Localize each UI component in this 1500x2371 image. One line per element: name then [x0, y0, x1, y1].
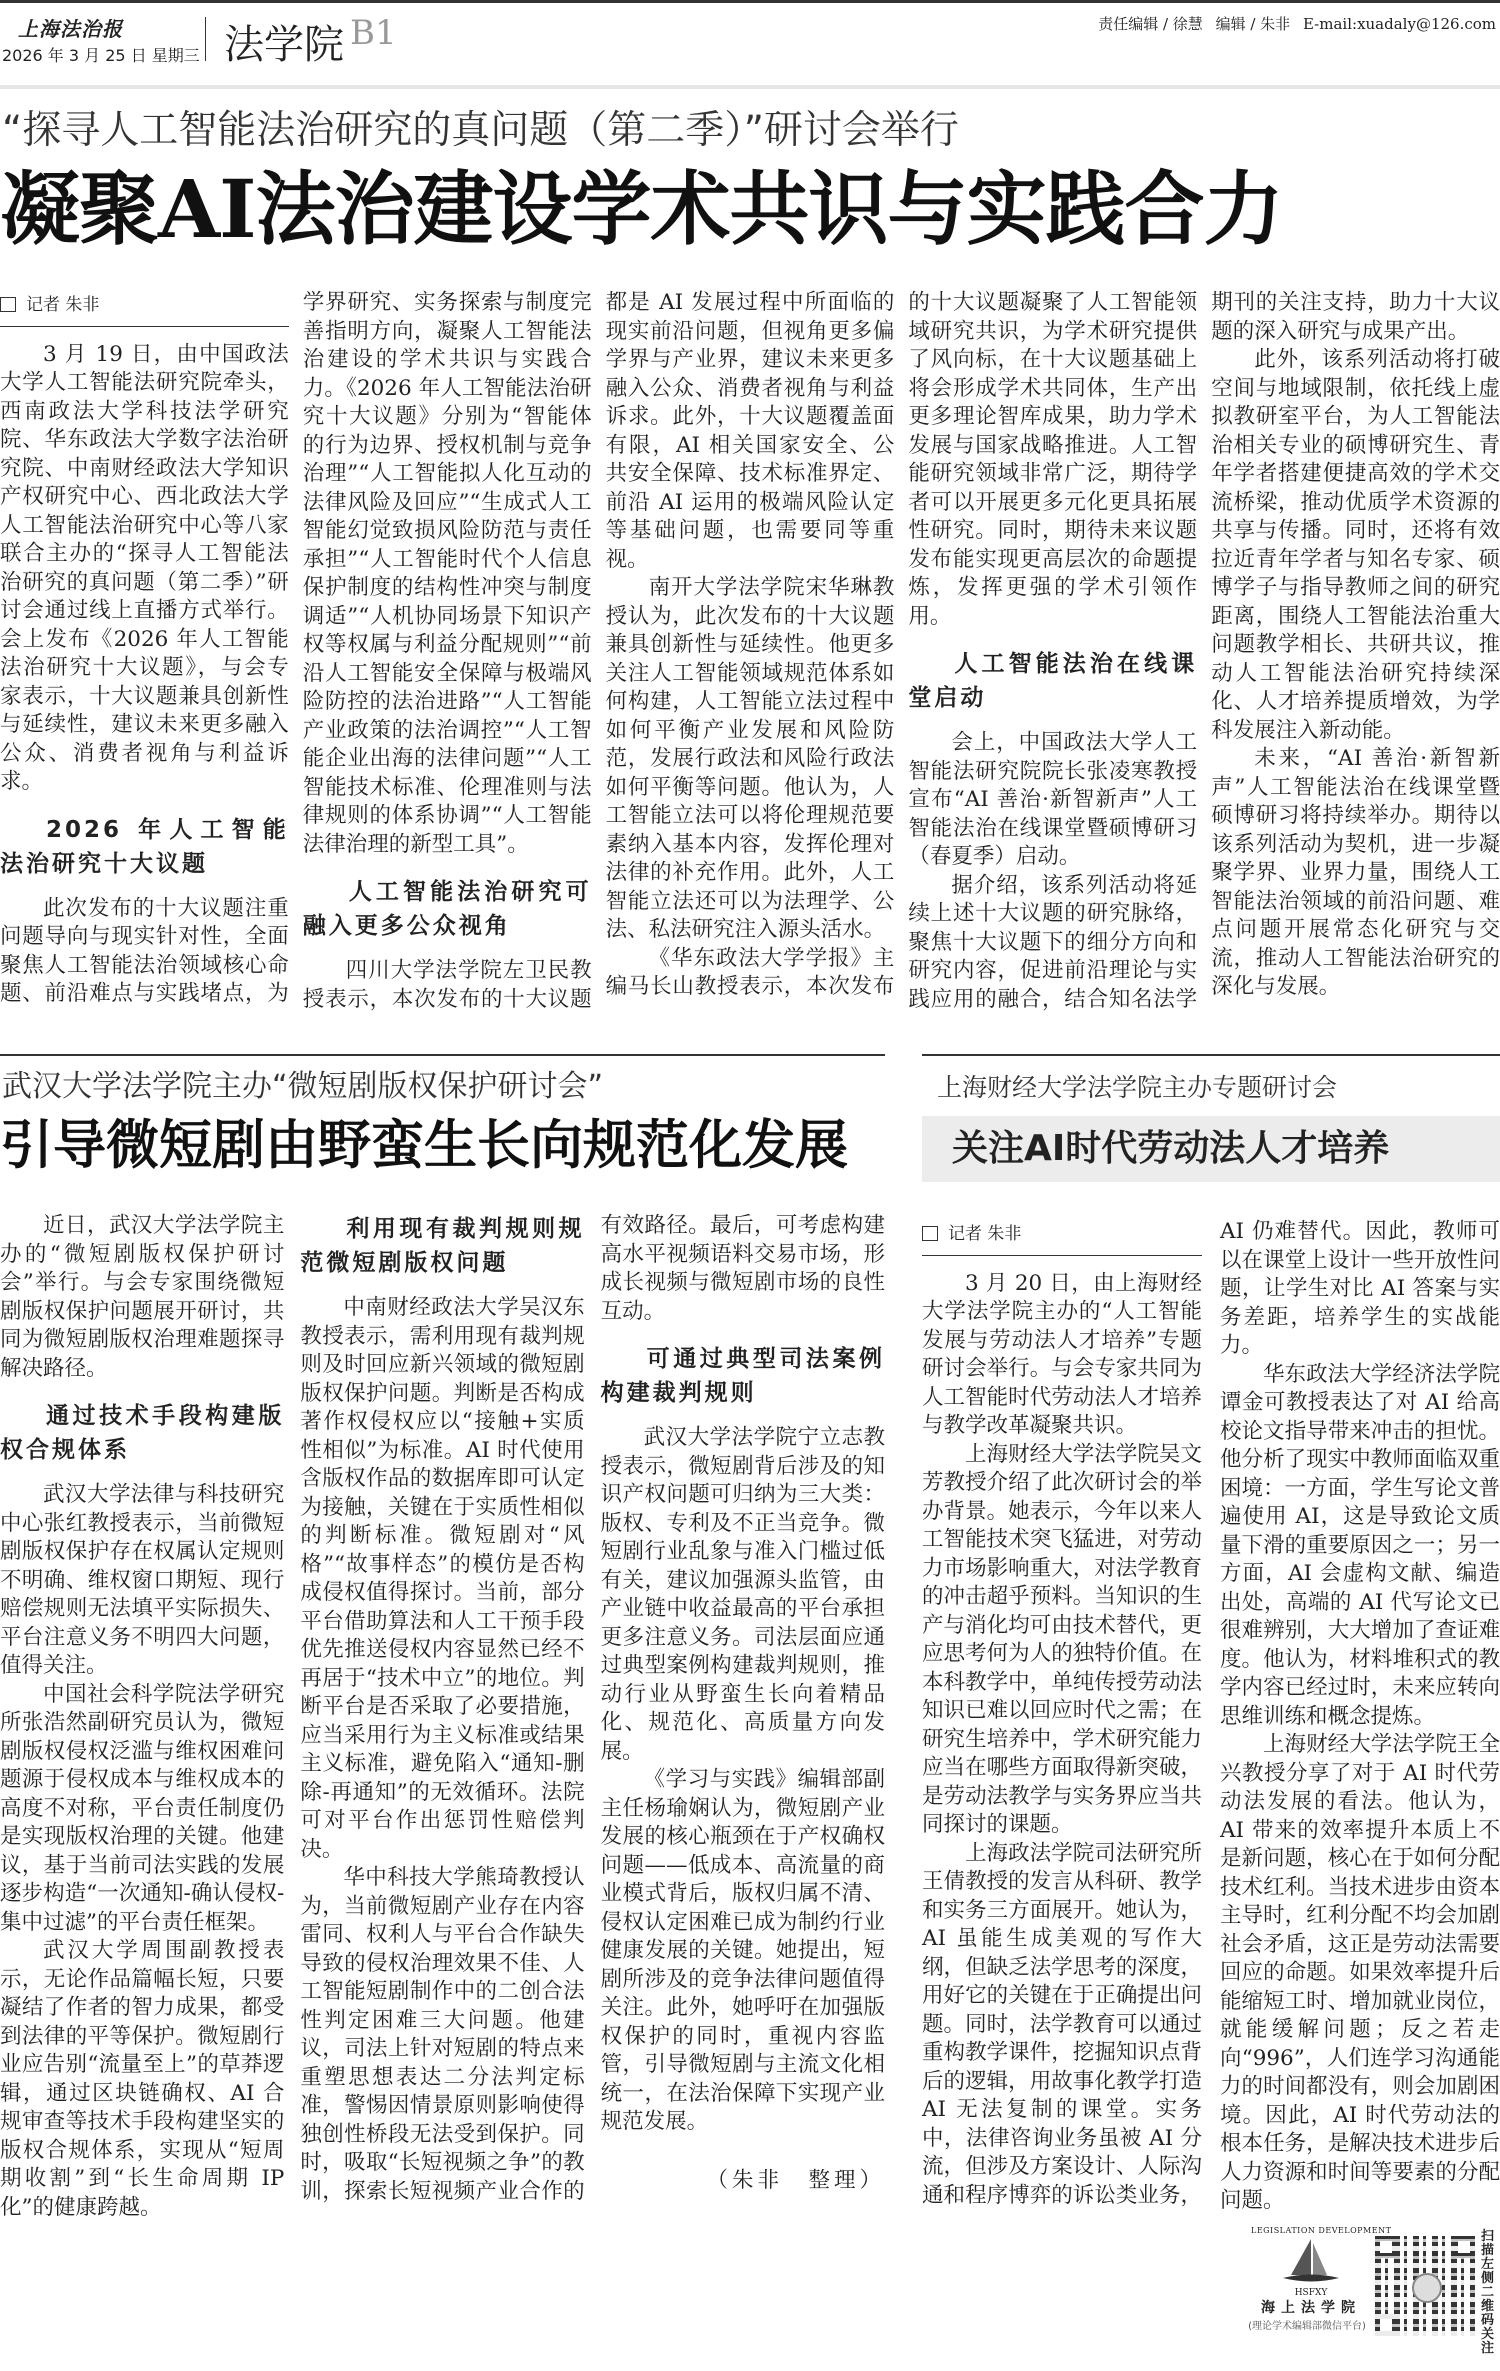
paragraph: 此次发布的十大议题注重问题导向与现实针对性，全面聚焦人工智能法治领域核心命题、前沿难点与实践堵点，为学界研究、实务探索与制度完善指明方向，凝聚人工智能法治建设的学术共识与实践合力。《2026 年人工智能法治研究十大议题》分别为“智能体的行为边界、授权机制与竞争治理”“人工智能拟人化互动的法律风险及回应”“生成式人工智能幻觉致损风险防范与责任承担”“人工智能时代个人信息保护制度的结构性冲突与制度调适”“人机协同场景下知识产权等权属与利益分配规则”“前沿人工智能安全保障与极端风险防控的法治进路”“人工智能产业政策的法治调控”“人工智能企业出海的法律问题”“人工智能技术标准、伦理准则与法律规则的体系协调”“人工智能法律治理的新型工具”。 — [0, 290, 592, 1006]
paragraph: 《华东政法大学学报》主编马长山教授表示，本次发布的十大议题凝聚了人工智能领域研究共识，为学术研究提供了风向标，在十大议题基础上将会形成学术共同体，生产出更多理论智库成果，助力学术发展与国家战略推进。人工智能研究领域非常广泛，期待学者可以开展更多元化更具拓展性研究。同时，期待未来议题发布能实现更高层次的命题提炼，发挥更强的学术引领作用。 — [605, 290, 1198, 999]
paragraph: 3 月 19 日，由中国政法大学人工智能法研究院牵头，西南政法大学科技法学研究院、华东政法大学数字法治研究院、中南财经政法大学知识产权研究中心、西北政法大学人工智能法治研究中心等八家联合主办的“探寻人工智能法治研究的真问题（第二季）”研讨会通过线上直播方式举行。会上发布《2026 年人工智能法治研究十大议题》，与会专家表示，十大议题兼具创新性与延续性，建议未来更多融入公众、消费者视角与利益诉求。 — [0, 341, 289, 794]
paragraph: 南开大学法学院宋华琳教授认为，此次发布的十大议题兼具创新性与延续性。他更多关注人工智能领域规范体系如何构建，人工智能立法过程中如何平衡产业发展和风险防范，发展行政法和风险行政法如何平衡等问题。他认为，人工智能立法可以将伦理规范要素纳入基本内容，发挥伦理对法律的补充作用。此外，人工智能立法还可以为法理学、公法、私法研究注入源头活水。 — [605, 575, 895, 942]
subheading: 通过技术手段构建版权合规体系 — [0, 1403, 285, 1463]
paragraph: 中国社会科学院法学研究所张浩然副研究员认为，微短剧版权侵权泛滥与维权困难问题源于侵权成本与维权成本的高度不对称，平台责任制度仍是实现版权治理的关键。他建议，基于当前司法实践的发展逐步构造“一次通知-确认侵权-集中过滤”的平台责任框架。 — [0, 1681, 285, 1935]
bottom-right-article-body — [922, 1218, 1500, 2216]
paragraph: 华中科技大学熊琦教授认为，当前微短剧产业存在内容雷同、权利人与平台合作缺失导致的侵权治理效果不佳、人工智能短剧制作中的二创合法性判定困难三大问题。他建议，司法上针对短剧的特点来重塑思想表达二分法判定标准，警惕因情景原则影响使得独创性桥段无法受到保护。同时，吸取“长短视频之争”的教训，探索长短视频产业合作的有效路径。最后，可考虑构建高水平视频语料交易市场，形成长视频与微短剧市场的良性互动。 — [300, 1213, 885, 2204]
paragraph: 上海政法学院司法研究所王倩教授的发言从科研、教学和实务三方面展开。她认为，AI 虽能生成美观的写作大纲，但缺乏法学思考的深度，用好它的关键在于正确提出问题。同时，法学教育可以通过重构教学课件，挖掘知识点背后的逻辑，用故事化教学打造 AI 无法复制的课堂。实务中，法律咨询业务虽被 AI 分流，但涉及方案设计、人际沟通和程序博弈的诉讼类业务，AI 仍难替代。因此，教师可以在课堂上设计一些开放性问题，让学生对比 AI 答案与实务差距，培养学生的实战能力。 — [922, 1219, 1500, 2208]
byline-text: 记者 朱非 — [26, 295, 100, 315]
promo-name: 海上法学院 — [1261, 2299, 1361, 2316]
page-number: B1 — [350, 13, 397, 53]
bottom-right-kicker: 上海财经大学法学院主办专题研讨会 — [937, 1073, 1338, 1102]
divider — [922, 1054, 1500, 1056]
editor: 编辑 / 朱非 — [1215, 15, 1291, 33]
subheading: 2026 年人工智能法治研究十大议题 — [0, 816, 289, 877]
masthead — [0, 3, 1500, 85]
paragraph: 《学习与实践》编辑部副主任杨瑜娴认为，微短剧产业发展的核心瓶颈在于产权确权问题——低成本、高流量的商业模式背后，版权归属不清、侵权认定困难已成为制约行业健康发展的关键。她提出，短剧所涉及的竞争法律问题值得关注。此外，她呼吁在加强版权保护的同时，重视内容监管，引导微短剧与主流文化相统一，在法治保障下实现产业规范发展。 — [600, 1767, 885, 2134]
divider — [0, 1054, 885, 1056]
section-name: 法学院 — [224, 22, 344, 68]
subheading: 人工智能法治研究可融入更多公众视角 — [302, 879, 592, 939]
bottom-left-article — [0, 1054, 885, 2371]
paragraph: 近日，武汉大学法学院主办的“微短剧版权保护研讨会”举行。与会专家围绕微短剧版权保护问题展开研讨，共同为微短剧版权治理难题探寻解决路径。 — [0, 1213, 285, 1381]
editor-in-charge: 责任编辑 / 徐慧 — [1098, 15, 1203, 33]
paragraph: 3 月 20 日，由上海财经大学法学院主办的“人工智能发展与劳动法人才培养”专题研讨会举行。与会专家共同为人工智能时代劳动法人才培养与教学改革凝聚共识。 — [922, 1270, 1202, 1438]
paragraph: 上海财经大学法学院吴文芳教授介绍了此次研讨会的举办背景。她表示，今年以来人工智能技术突飞猛进，对劳动力市场影响重大，对法学教育的冲击超乎预料。当知识的生产与消化均可由技术替代，更应思考何为人的独特价值。在本科教学中，单纯传授劳动法知识已难以回应时代之需；在研究生培养中，学术研究能力应当在哪些方面取得新突破，是劳动法教学与实务界应当共同探讨的课题。 — [922, 1441, 1202, 1837]
paragraph: 武汉大学法学院宁立志教授表示，微短剧背后涉及的知识产权问题可归纳为三大类：版权、专利及不正当竞争。微短剧行业乱象与准入门槛过低有关，建议加强源头监管，由产业链中收益最高的平台承担更多注意义务。司法层面应通过典型案例构建裁判规则，推动行业从野蛮生长向着精品化、规范化、高质量方向发展。 — [600, 1425, 885, 1764]
sailboat-logo-icon — [1261, 2235, 1361, 2297]
subheading: 利用现有裁判规则规范微短剧版权问题 — [300, 1216, 585, 1276]
credit-line: （朱非 整理） — [706, 2167, 885, 2193]
divider — [0, 85, 1500, 89]
byline — [0, 289, 289, 327]
email: E-mail:xuadaly@126.com — [1302, 15, 1496, 33]
bottom-left-headline: 引导微短剧由野蛮生长向规范化发展 — [0, 1114, 848, 1176]
bottom-section — [0, 1054, 1500, 2371]
logo-abbr: HSFXY — [1294, 2287, 1328, 2297]
paragraph: 武汉大学法律与科技研究中心张红教授表示，当前微短剧版权保护存在权属认定规则不明确、维权窗口期短、现行赔偿规则无法填平实际损失、平台注意义务不明四大问题，值得关注。 — [0, 1482, 285, 1678]
paragraph: 据介绍，该系列活动将延续上述十大议题的研究脉络，聚焦十大议题下的细分方向和研究内容，促进前沿理论与实践应用的融合，结合知名法学期刊的关注支持，助力十大议题的深入研究与成果产出。 — [908, 290, 1500, 1012]
bottom-right-headline: 关注AI时代劳动法人才培养 — [922, 1116, 1500, 1182]
bottom-right-article — [922, 1054, 1500, 2371]
divider — [205, 17, 206, 61]
byline — [922, 1218, 1202, 1256]
logo-ring-text: LEGISLATION DEVELOPMENT — [1251, 2225, 1392, 2235]
subheading: 可通过典型司法案例构建裁判规则 — [600, 1346, 885, 1406]
qr-caption: 扫描左侧二维码关注 — [1481, 2228, 1495, 2356]
paragraph: 会上，中国政法大学人工智能法研究院院长张凌寒教授宣布“AI 善治·新智新声”人工智能法治在线课堂暨硕博研习（春夏季）启动。 — [908, 730, 1198, 869]
byline-text: 记者 朱非 — [948, 1224, 1022, 1244]
wechat-promo — [1248, 2225, 1500, 2361]
issue-date: 2026 年 3 月 25 日 星期三 — [2, 46, 200, 65]
paragraph: 四川大学法学院左卫民教授表示，本次发布的十大议题都是 AI 发展过程中所面临的现实前沿问题，但视角更多偏学界与产业界，建议未来更多融入公众、消费者视角与利益诉求。此外，十大议题覆盖面有限，AI 相关国家安全、公共安全保障、技术标准界定、前沿 AI 运用的极端风险认定等基础问题，也需要同等重视。 — [302, 290, 895, 1012]
hsfxy-logo — [1248, 2225, 1392, 2332]
qr-center-emblem-icon — [1412, 2273, 1442, 2303]
paragraph: 中南财经政法大学吴汉东教授表示，需利用现有裁判规则及时回应新兴领域的微短剧版权保护问题。判断是否构成著作权侵权应以“接触+实质性相似”为标准。AI 时代使用含版权作品的数据库即可认定为接触，关键在于实质性相似的判断标准。微短剧对“风格”“故事样态”的模仿是否构成侵权值得探讨。当前，部分平台借助算法和人工干预手段优先推送侵权内容显然已经不再居于“技术中立”的地位。判断平台是否采取了必要措施，应当采用行为主义标准或结果主义标准，避免陷入“通知-删除-再通知”的无效循环。法院可对平台作出惩罚性赔偿判决。 — [300, 1295, 585, 1862]
paragraph: 武汉大学周围副教授表示，无论作品篇幅长短，只要凝结了作者的智力成果，都受到法律的平等保护。微短剧行业应告别“流量至上”的草莽逻辑，通过区块链确权、AI 合规审查等技术手段构建坚实的版权合规体系，实现从“短周期收割”到“长生命周期 IP 化”的健康跨越。 — [0, 1938, 285, 2220]
newspaper-logo: 上海法治报 — [18, 17, 123, 41]
paragraph: 华东政法大学经济法学院谭金可教授表达了对 AI 给高校论文指导带来冲击的担忧。他分析了现实中教师面临双重困境：一方面，学生写论文普遍使用 AI，这是导致论文质量下滑的重要原因之一；另一方面，AI 会虚构文献、编造出处，高端的 AI 代写论文已很难辨别，大大增加了查证难度。他认为，材料堆积式的教学内容已经过时，未来应转向思维训练和概念提炼。 — [1220, 1361, 1500, 1729]
top-kicker: “探寻人工智能法治研究的真问题（第二季）”研讨会举行 — [2, 108, 959, 153]
paragraph: 未来，“AI 善治·新智新声”人工智能法治在线课堂暨硕博研习将持续举办。期待以该系列活动为契机，进一步凝聚学界、业界力量，围绕人工智能法治领域的前沿问题、难点问题开展常态化研究与交流，推动人工智能法治研究的深化与发展。 — [1211, 746, 1500, 999]
subheading: 人工智能法治在线课堂启动 — [908, 651, 1198, 711]
promo-subtitle: (理论学术编辑部微信平台) — [1248, 2320, 1366, 2332]
bottom-left-article-body — [0, 1212, 885, 2222]
paragraph: 上海财经大学法学院王全兴教授分享了对于 AI 时代劳动法发展的看法。他认为，AI 带来的效率提升本质上不是新问题，核心在于如何分配技术红利。当技术进步由资本主导时，红利分配不均会加剧社会矛盾，这正是劳动法需要回应的命题。如果效率提升后能缩短工时、增加就业岗位，就能缓解问题；反之若走向“996”，人们连学习沟通能力的时间都没有，则会加剧困境。因此，AI 时代劳动法的根本任务，是解决技术进步后人力资源和时间等要素的分配问题。 — [1220, 1732, 1500, 2213]
box-icon — [922, 1226, 938, 1241]
paragraph: 此外，该系列活动将打破空间与地域限制，依托线上虚拟教研室平台，为人工智能法治相关专业的硕博研究生、青年学者搭建便捷高效的学术交流桥梁，推动优质学术资源的共享与传播。同时，还将有效拉近青年学者与知名专家、硕博学子与指导教师之间的研究距离，围绕人工智能法治重大问题教学相长、共研共议，推动人工智能法治研究持续深化、人才培养提质增效，为学科发展注入新动能。 — [1211, 347, 1500, 743]
box-icon — [0, 297, 16, 312]
top-headline: 凝聚AI法治建设学术共识与实践合力 — [0, 162, 1283, 256]
editor-credits — [1090, 13, 1496, 34]
top-article-body — [0, 289, 1500, 1014]
bottom-left-kicker: 武汉大学法学院主办“微短剧版权保护研讨会” — [2, 1069, 604, 1104]
